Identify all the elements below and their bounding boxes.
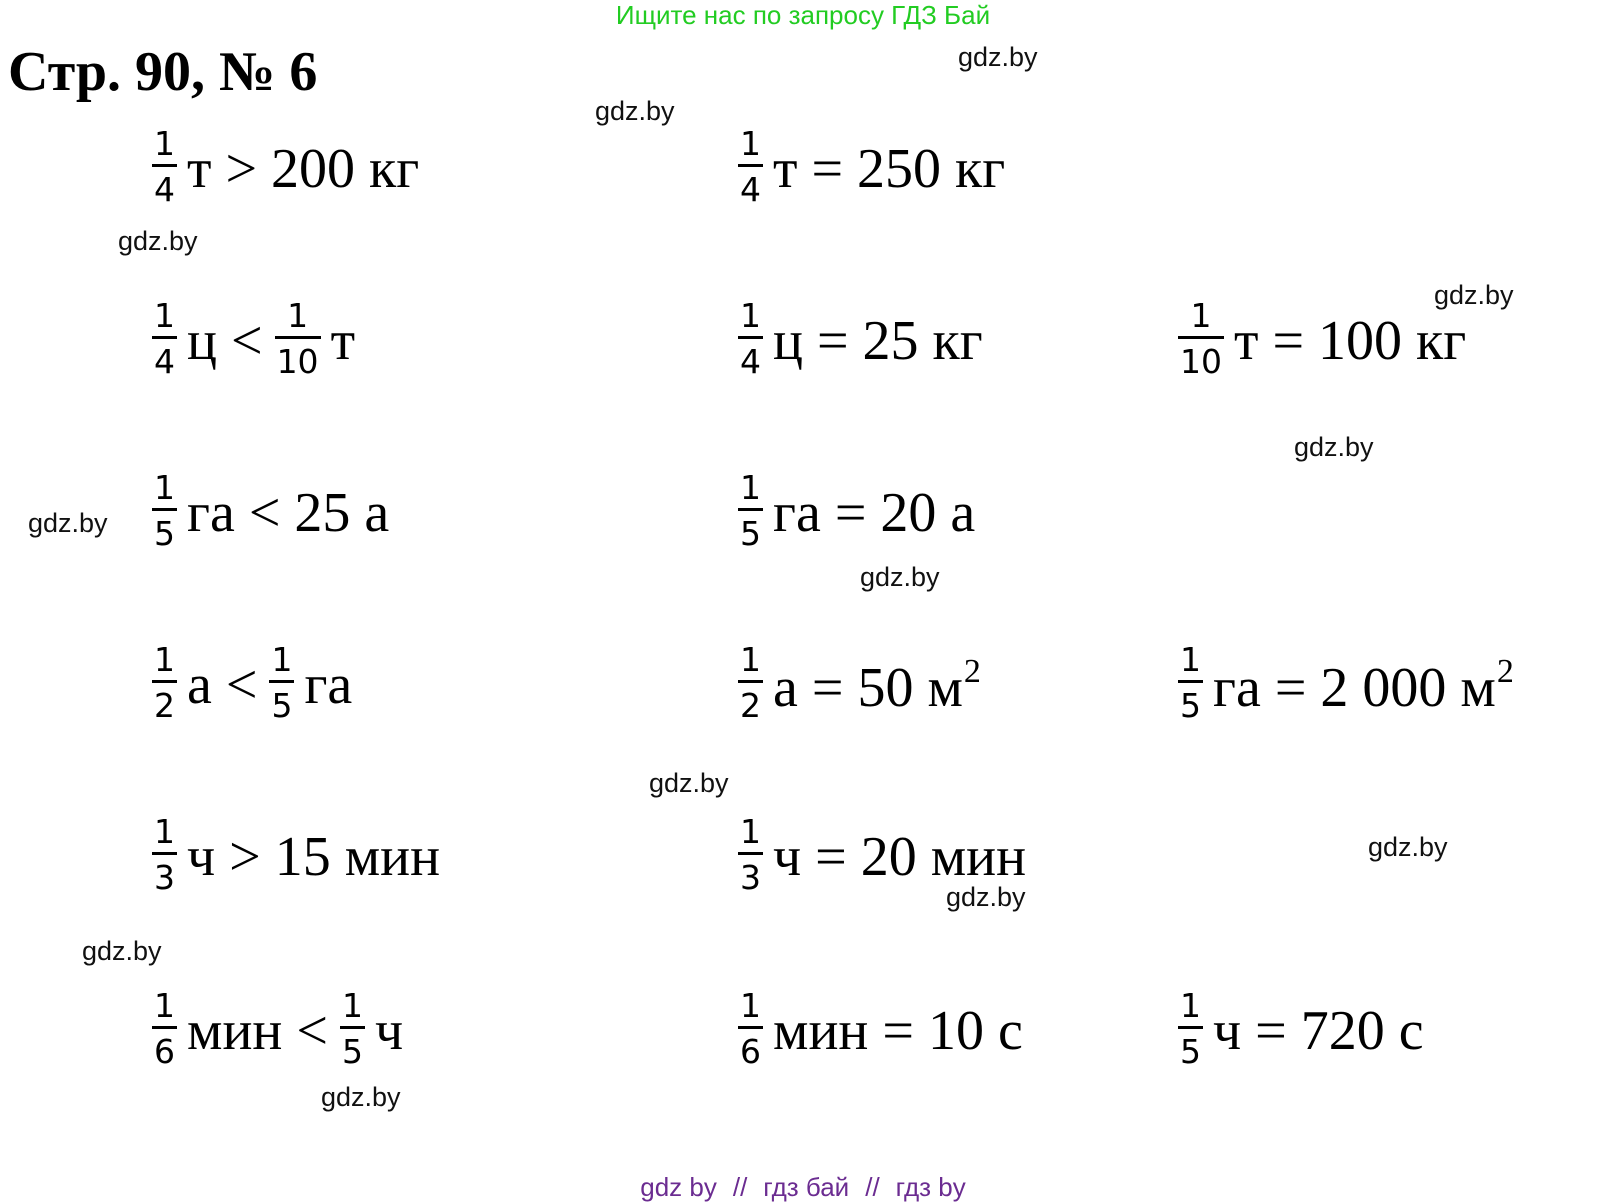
expression-text [773,652,981,719]
comparison-row-4 [152,634,352,730]
fraction [340,985,365,1071]
watermark: gdz.by [28,508,108,538]
conversion-row-6b [1178,980,1424,1076]
denominator: 6 [740,1031,761,1071]
watermark: gdz.by [82,936,162,966]
numerator: 1 [154,985,175,1025]
footer-separator: // [865,1172,880,1202]
expression-text: ч = 20 мин [773,826,1027,888]
fraction [738,985,763,1071]
watermark: gdz.by [860,562,940,592]
conversion-row-1a [738,118,1005,214]
numerator: 1 [1180,985,1201,1025]
numerator: 1 [1190,295,1212,335]
expression-text: ч = 720 с [1213,1000,1424,1062]
expression-main: а = 50 м [773,656,963,719]
watermark: gdz.by [958,42,1038,72]
numerator: 1 [1180,639,1201,679]
denominator: 5 [1180,1031,1201,1071]
numerator: 1 [740,639,761,679]
top-banner: Ищите нас по запросу ГДЗ Бай [615,0,991,30]
conversion-row-4b [1178,634,1514,730]
watermark: gdz.by [649,768,729,798]
fraction [738,467,763,553]
conversion-row-3a [738,462,975,558]
expression-text: т > 200 кг [187,138,420,200]
fraction [152,295,177,381]
watermark: gdz.by [118,226,198,256]
fraction [1178,295,1224,381]
expression-text [1213,652,1514,719]
numerator: 1 [740,123,761,163]
conversion-row-2a [738,290,983,386]
expression-text: мин < [187,1000,328,1062]
expression-text: а < [187,654,258,716]
comparison-row-6 [152,980,403,1076]
footer-link[interactable]: gdz by [640,1172,717,1202]
denominator: 5 [271,685,293,725]
fraction [1178,985,1203,1071]
fraction [152,123,177,209]
denominator: 10 [276,341,319,381]
numerator: 1 [154,123,175,163]
expression-main: га = 2 000 м [1213,656,1496,719]
conversion-row-2b [1178,290,1466,386]
numerator: 1 [154,639,175,679]
conversion-row-4a [738,634,981,730]
denominator: 5 [740,513,761,553]
footer-link[interactable]: гдз бай [763,1172,850,1202]
exponent: 2 [1496,652,1514,690]
numerator: 1 [740,811,761,851]
fraction [738,123,763,209]
numerator: 1 [287,295,309,335]
expression-text: га < 25 а [187,482,390,544]
expression-text: т = 100 кг [1234,310,1467,372]
denominator: 3 [740,857,761,897]
denominator: 10 [1180,341,1222,381]
expression-text: мин = 10 с [773,1000,1023,1062]
fraction [152,467,177,553]
watermark: gdz.by [1434,280,1514,310]
expression-text: ц = 25 кг [773,310,983,372]
expression-text: т [330,310,356,372]
expression-text: ч > 15 мин [187,826,441,888]
expression-text: га [304,654,353,716]
comparison-row-5 [152,806,440,902]
watermark: gdz.by [1368,832,1448,862]
denominator: 2 [740,685,761,725]
footer-links [0,1172,1606,1203]
expression-text: т = 250 кг [773,138,1006,200]
numerator: 1 [154,295,175,335]
conversion-row-5a [738,806,1026,902]
watermark: gdz.by [1294,432,1374,462]
expression-text: га = 20 а [773,482,976,544]
denominator: 5 [1180,685,1201,725]
conversion-row-6a [738,980,1023,1076]
denominator: 5 [154,513,175,553]
numerator: 1 [271,639,293,679]
denominator: 4 [154,169,175,209]
denominator: 4 [154,341,175,381]
denominator: 2 [154,685,175,725]
numerator: 1 [740,467,761,507]
page-title: Стр. 90, № 6 [8,41,318,103]
expression-text: ц < [187,310,263,372]
watermark: gdz.by [946,882,1026,912]
fraction [738,639,763,725]
exponent: 2 [963,652,981,690]
comparison-row-2 [152,290,355,386]
denominator: 4 [740,169,761,209]
fraction [152,639,177,725]
watermark: gdz.by [321,1082,401,1112]
fraction [152,811,177,897]
expression-text: ч [374,1000,404,1062]
numerator: 1 [154,811,175,851]
footer-link[interactable]: гдз by [895,1172,966,1202]
fraction [275,295,321,381]
numerator: 1 [740,295,761,335]
denominator: 3 [154,857,175,897]
fraction [738,811,763,897]
fraction [1178,639,1203,725]
watermark: gdz.by [595,96,675,126]
fraction [738,295,763,381]
footer-separator: // [732,1172,748,1202]
comparison-row-1 [152,118,419,214]
numerator: 1 [740,985,761,1025]
denominator: 6 [154,1031,175,1071]
numerator: 1 [341,985,363,1025]
numerator: 1 [154,467,175,507]
comparison-row-3 [152,462,389,558]
denominator: 5 [341,1031,363,1071]
fraction [269,639,294,725]
fraction [152,985,177,1071]
denominator: 4 [740,341,761,381]
